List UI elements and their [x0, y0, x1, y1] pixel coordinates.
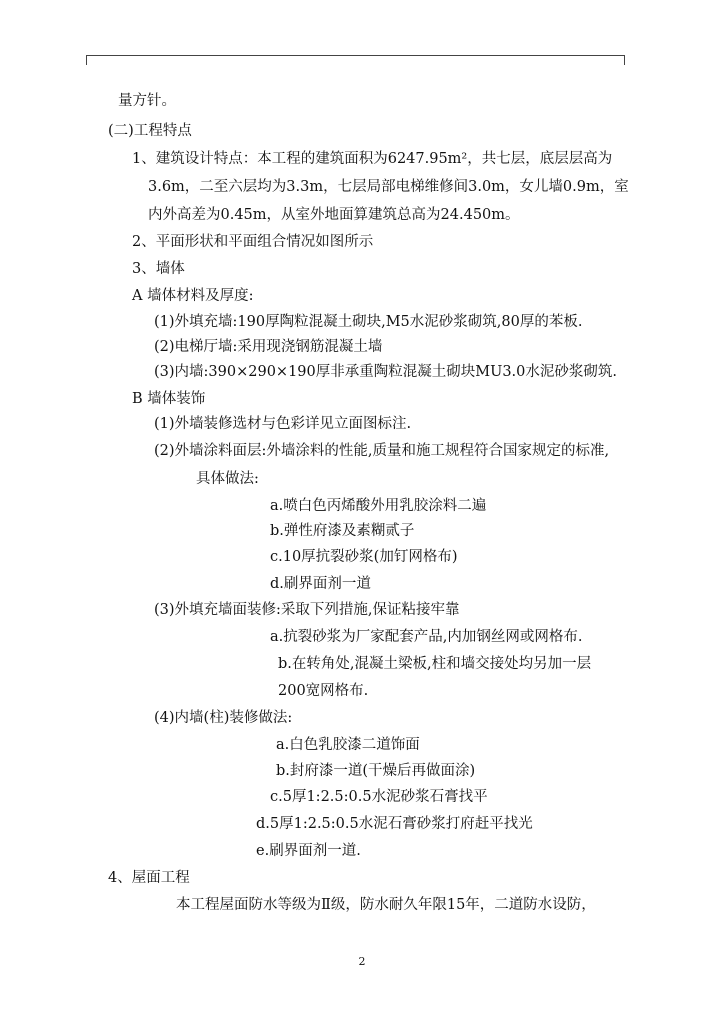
text-line: (2)电梯厅墙:采用现浇钢筋混凝土墙	[154, 339, 383, 355]
section-heading: (二)工程特点	[108, 123, 192, 139]
text-line: d.刷界面剂一道	[270, 576, 371, 592]
text-line: 3、墙体	[132, 261, 185, 277]
text-line: 内外高差为0.45m，从室外地面算建筑总高为24.450m。	[148, 207, 520, 223]
text-line: 200宽网格布.	[278, 683, 369, 699]
section-heading: 4、屋面工程	[108, 870, 190, 886]
text-line: a.喷白色丙烯酸外用乳胶涂料二遍	[270, 498, 487, 514]
text-line: 具体做法:	[196, 471, 259, 487]
text-line: b.在转角处,混凝土梁板,柱和墙交接处均另加一层	[278, 656, 592, 672]
text-line: a.抗裂砂浆为厂家配套产品,内加钢丝网或网格布.	[270, 629, 583, 645]
text-line: c.10厚抗裂砂浆(加钉网格布)	[270, 549, 458, 565]
text-line: 本工程屋面防水等级为Ⅱ级，防水耐久年限15年，二道防水设防，	[176, 897, 596, 913]
text-line: 量方针。	[118, 93, 176, 109]
page-header-rule	[86, 55, 625, 56]
text-line: e.刷界面剂一道.	[256, 843, 361, 859]
text-line: 1、建筑设计特点：本工程的建筑面积为6247.95m²，共七层，底层层高为	[132, 151, 613, 167]
text-line: (1)外墙装修选材与色彩详见立面图标注.	[154, 416, 412, 432]
text-line: (1)外填充墙:190厚陶粒混凝土砌块,M5水泥砂浆砌筑,80厚的苯板.	[154, 314, 583, 330]
text-line: 2、平面形状和平面组合情况如图所示	[132, 234, 374, 250]
text-line: c.5厚1:2.5:0.5水泥砂浆石膏找平	[270, 789, 488, 805]
text-line: 3.6m，二至六层均为3.3m，七层局部电梯维修间3.0m，女儿墙0.9m，室	[148, 179, 629, 195]
page-header-corner-left	[86, 55, 87, 65]
text-line: (4)内墙(柱)装修做法:	[154, 710, 293, 726]
text-line: a.白色乳胶漆二道饰面	[276, 737, 420, 753]
page-number: 2	[358, 955, 366, 968]
text-line: A 墙体材料及厚度:	[132, 288, 254, 304]
text-line: b.封府漆一道(干燥后再做面涂)	[276, 763, 476, 779]
text-line: d.5厚1:2.5:0.5水泥石膏砂浆打府赶平找光	[256, 816, 533, 832]
text-line: (2)外墙涂料面层:外墙涂料的性能,质量和施工规程符合国家规定的标准,	[154, 443, 610, 459]
text-line: (3)外填充墙面装修:采取下列措施,保证粘接牢靠	[154, 602, 460, 618]
page-header-corner-right	[624, 55, 625, 65]
text-line: (3)内墙:390×290×190厚非承重陶粒混凝土砌块MU3.0水泥砂浆砌筑.	[154, 364, 617, 380]
text-line: B 墙体装饰	[132, 391, 206, 407]
text-line: b.弹性府漆及素糊贰子	[270, 523, 415, 539]
